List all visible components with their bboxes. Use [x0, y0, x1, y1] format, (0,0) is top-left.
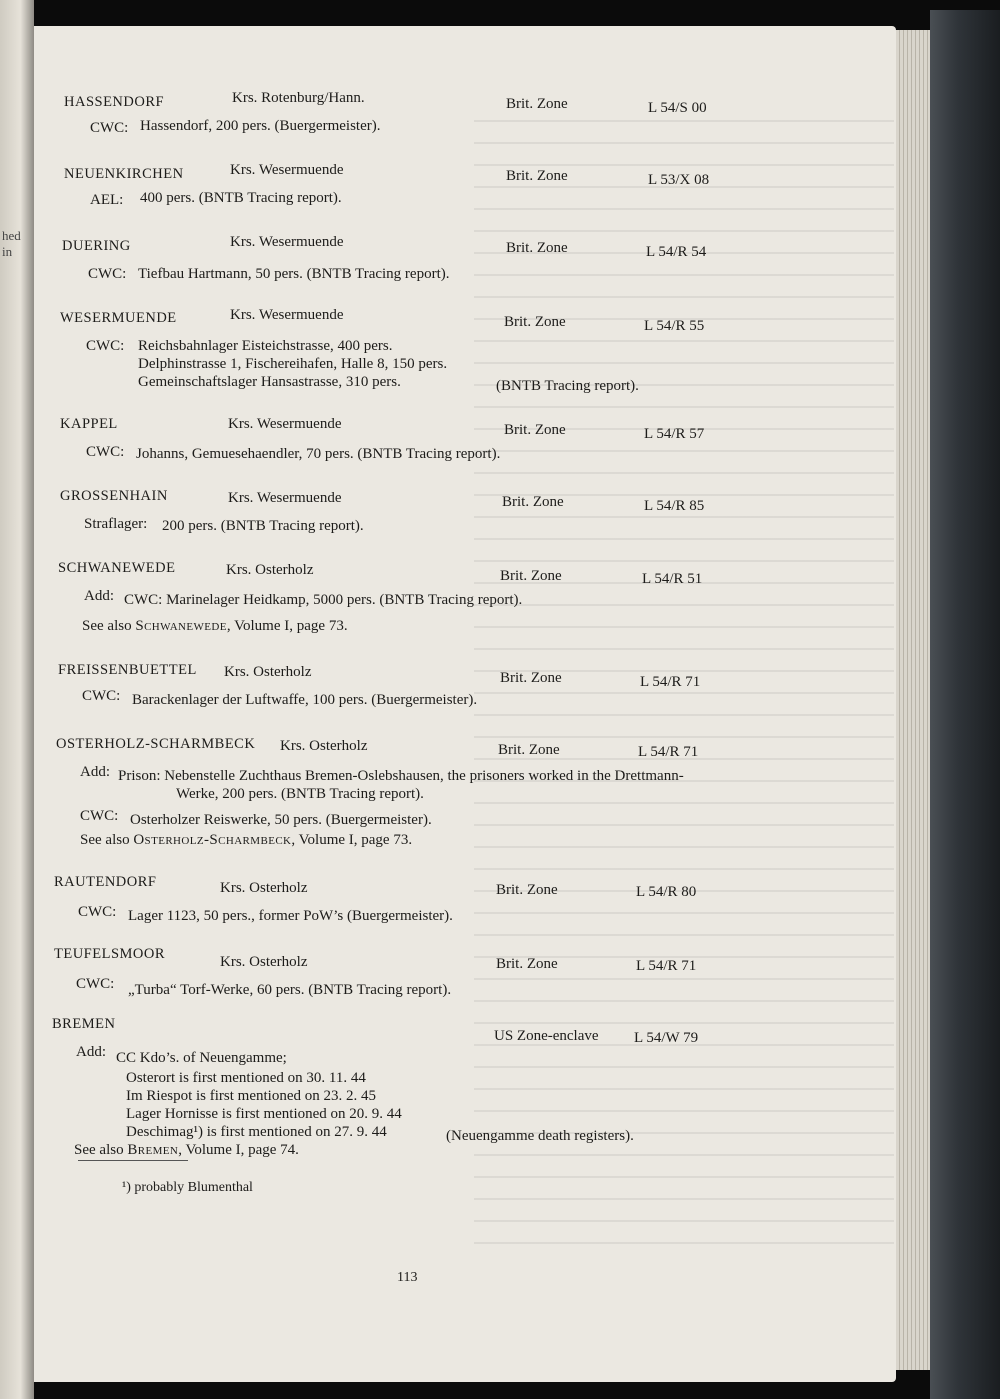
entry-map-ref: L 54/R 80: [636, 884, 697, 900]
entry-zone: Brit. Zone: [496, 956, 558, 972]
see-also-place: Schwanewede: [135, 618, 227, 634]
entry-label: Straflager:: [84, 516, 148, 532]
see-also: See also Bremen, Volume I, page 74.: [74, 1142, 299, 1158]
entry-name: WESERMUENDE: [60, 310, 177, 326]
previous-page-edge: [0, 0, 34, 1399]
entry-text: CWC: Marinelager Heidkamp, 5000 pers. (BNTB Tracing report).: [124, 592, 523, 608]
entry-text: Delphinstrasse 1, Fischereihafen, Halle 8, 150 pers.: [138, 356, 448, 372]
entry-text: Prison: Nebenstelle Zuchthaus Bremen-Oslebshausen, the prisoners worked in the Drettmann-: [118, 768, 684, 784]
entry-text: Werke, 200 pers. (BNTB Tracing report).: [176, 786, 424, 802]
previous-page-text-fragment: hed in: [2, 228, 21, 259]
entry-district: Krs. Osterholz: [226, 562, 314, 578]
entry-zone: Brit. Zone: [496, 882, 558, 898]
entry-map-ref: L 54/R 71: [640, 674, 701, 690]
entry-district: Krs. Wesermuende: [228, 416, 342, 432]
entry-text: Gemeinschaftslager Hansastrasse, 310 pers.: [138, 374, 401, 390]
entry-zone: Brit. Zone: [504, 422, 566, 438]
book-binding: [930, 10, 1000, 1399]
entry-map-ref: L 54/R 55: [644, 318, 705, 334]
entry-district: Krs. Osterholz: [280, 738, 368, 754]
entry-district: Krs. Osterholz: [220, 954, 308, 970]
entry-district: Krs. Wesermuende: [230, 162, 344, 178]
entry-text: Lager Hornisse is first mentioned on 20. 9. 44: [126, 1106, 402, 1122]
entry-map-ref: L 54/R 71: [638, 744, 699, 760]
entry-zone: US Zone-enclave: [494, 1028, 599, 1044]
entry-label: CWC:: [82, 688, 121, 704]
entry-label: CWC:: [78, 904, 117, 920]
entry-map-ref: L 54/R 71: [636, 958, 697, 974]
entry-label: AEL:: [90, 192, 124, 208]
entry-zone: Brit. Zone: [502, 494, 564, 510]
entry-name: FREISSENBUETTEL: [58, 662, 197, 678]
entry-zone: Brit. Zone: [500, 670, 562, 686]
entry-map-ref: L 54/R 85: [644, 498, 705, 514]
entry-text: Im Riespot is first mentioned on 23. 2. 45: [126, 1088, 376, 1104]
entry-label: Add:: [76, 1044, 106, 1060]
entry-label: CWC:: [88, 266, 127, 282]
entry-district: Krs. Rotenburg/Hann.: [232, 90, 365, 106]
entry-name: KAPPEL: [60, 416, 118, 432]
entry-text: Tiefbau Hartmann, 50 pers. (BNTB Tracing report).: [138, 266, 450, 282]
entry-text: „Turba“ Torf-Werke, 60 pers. (BNTB Tracing report).: [128, 982, 452, 998]
see-also: See also Schwanewede, Volume I, page 73.: [82, 618, 348, 634]
book-page: [34, 26, 896, 1382]
entry-zone: Brit. Zone: [506, 96, 568, 112]
entry-label: CWC:: [76, 976, 115, 992]
entry-zone: Brit. Zone: [506, 240, 568, 256]
entry-map-ref: L 54/S 00: [648, 100, 707, 116]
entry-text: Barackenlager der Luftwaffe, 100 pers. (Buergermeister).: [132, 692, 478, 708]
entry-zone: Brit. Zone: [498, 742, 560, 758]
entry-text: Lager 1123, 50 pers., former PoW’s (Buergermeister).: [128, 908, 453, 924]
entry-label: CWC:: [80, 808, 119, 824]
entry-text: Johanns, Gemuesehaendler, 70 pers. (BNTB Tracing report).: [136, 446, 501, 462]
entry-zone: Brit. Zone: [506, 168, 568, 184]
entry-district: Krs. Osterholz: [220, 880, 308, 896]
entry-name: SCHWANEWEDE: [58, 560, 176, 576]
entry-district: Krs. Osterholz: [224, 664, 312, 680]
entry-map-ref: L 54/W 79: [634, 1030, 699, 1046]
entry-text: Deschimag¹) is first mentioned on 27. 9. 44: [126, 1124, 387, 1140]
entry-map-ref: L 54/R 54: [646, 244, 707, 260]
entry-text: Osterort is first mentioned on 30. 11. 44: [126, 1070, 366, 1086]
entry-source: (BNTB Tracing report).: [496, 378, 639, 394]
entry-label: CWC:: [90, 120, 129, 136]
entry-label: CWC:: [86, 338, 125, 354]
entry-zone: Brit. Zone: [504, 314, 566, 330]
entry-map-ref: L 54/R 51: [642, 571, 703, 587]
entry-district: Krs. Wesermuende: [228, 490, 342, 506]
entry-text: CC Kdo’s. of Neuengamme;: [116, 1050, 287, 1066]
entry-label: Add:: [80, 764, 110, 780]
entry-label: CWC:: [86, 444, 125, 460]
entry-name: TEUFELSMOOR: [54, 946, 166, 962]
see-also-place: Bremen: [127, 1142, 179, 1158]
entry-name: NEUENKIRCHEN: [64, 166, 184, 182]
entry-zone: Brit. Zone: [500, 568, 562, 584]
entry-name: OSTERHOLZ-SCHARMBECK: [56, 736, 256, 752]
entry-text: Reichsbahnlager Eisteichstrasse, 400 pers.: [138, 338, 393, 354]
entry-name: RAUTENDORF: [54, 874, 157, 890]
entry-district: Krs. Wesermuende: [230, 307, 344, 323]
entry-name: DUERING: [62, 238, 131, 254]
entry-district: Krs. Wesermuende: [230, 234, 344, 250]
see-also: See also Osterholz-Scharmbeck, Volume I, page 73.: [80, 832, 413, 848]
entry-name: BREMEN: [52, 1016, 116, 1032]
entry-text: 200 pers. (BNTB Tracing report).: [162, 518, 364, 534]
entry-source: (Neuengamme death registers).: [446, 1128, 634, 1144]
entry-map-ref: L 53/X 08: [648, 172, 710, 188]
entry-text: Hassendorf, 200 pers. (Buergermeister).: [140, 118, 381, 134]
entry-name: HASSENDORF: [64, 94, 165, 110]
page-number: 113: [397, 1270, 418, 1285]
entry-name: GROSSENHAIN: [60, 488, 168, 504]
entry-map-ref: L 54/R 57: [644, 426, 705, 442]
footnote-rule: [78, 1160, 188, 1161]
entry-label: Add:: [84, 588, 114, 604]
entry-text: Osterholzer Reiswerke, 50 pers. (Buergermeister).: [130, 812, 432, 828]
footnote: ¹) probably Blumenthal: [122, 1180, 253, 1195]
entry-text: 400 pers. (BNTB Tracing report).: [140, 190, 342, 206]
see-also-place: Osterholz-Scharmbeck: [133, 832, 292, 848]
